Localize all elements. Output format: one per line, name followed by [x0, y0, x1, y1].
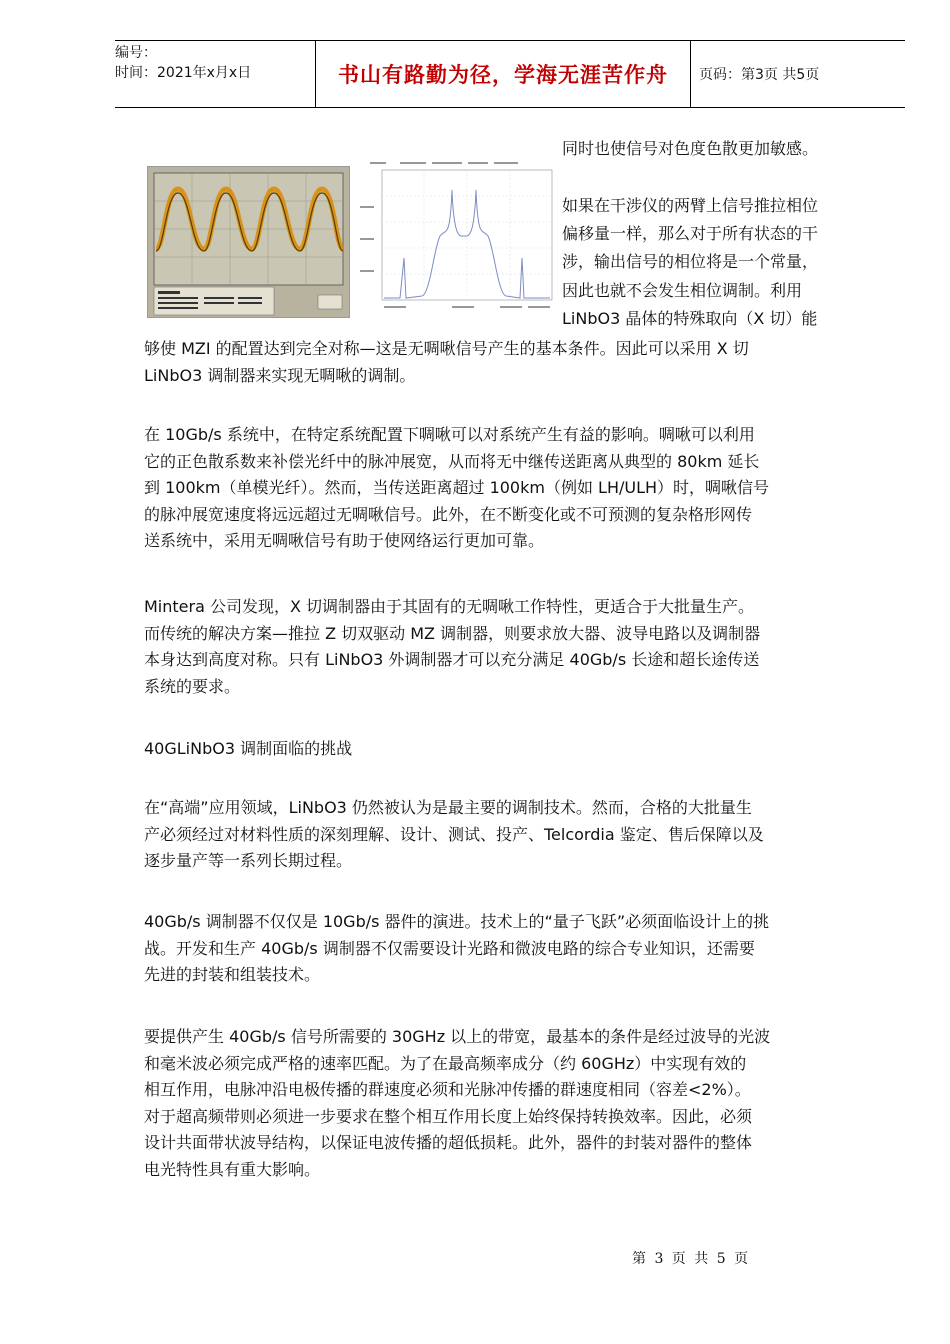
text-line: 电光特性具有重大影响。	[144, 1159, 321, 1179]
text-line: 产必须经过对材料性质的深刻理解、设计、测试、投产、Telcordia 鉴定、售后保障以及	[144, 824, 764, 844]
text-line: 的脉冲展宽速度将远远超过无啁啾信号。此外，在不断变化或不可预测的复杂格形网传	[144, 504, 753, 524]
text-line: Mintera 公司发现，X 切调制器由于其固有的无啁啾工作特性，更适合于大批量生产。	[144, 597, 755, 616]
text-line: 相互作用，电脉冲沿电极传播的群速度必须和光脉冲传播的群速度相同（容差<2%）。	[144, 1080, 751, 1099]
page-footer: 第 3 页 共 5 页	[632, 1251, 749, 1267]
heading-text: 40GLiNbO3 调制面临的挑战	[144, 739, 353, 758]
header-motto-cell	[315, 41, 691, 107]
oscilloscope-trace	[148, 167, 349, 317]
text-line: 够使 MZI 的配置达到完全对称—这是无啁啾信号产生的基本条件。因此可以采用 X 切	[144, 339, 749, 358]
text-line: 系统的要求。	[144, 676, 241, 696]
text-line: 40Gb/s 调制器不仅仅是 10Gb/s 器件的演进。技术上的“量子飞跃”必须面临设计上的挑	[144, 912, 770, 931]
text-line: 如果在干涉仪的两臂上信号推拉相位	[562, 196, 819, 215]
text-line: 在“高端”应用领域，LiNbO3 仍然被认为是最主要的调制技术。然而，合格的大批量生	[144, 798, 752, 817]
text-line: 战。开发和生产 40Gb/s 调制器不仅需要设计光路和微波电路的综合专业知识，还需要	[144, 938, 755, 958]
spectrum-trace	[360, 158, 556, 315]
header-page-cell	[689, 41, 905, 107]
page-header	[115, 40, 905, 108]
text-line: 先进的封装和组装技术。	[144, 965, 321, 984]
section-heading	[144, 736, 884, 763]
wrap-paragraph	[562, 192, 882, 333]
text-line: 要提供产生 40Gb/s 信号所需要的 30GHz 以上的带宽，最基本的条件是经过波导的光波	[144, 1027, 771, 1046]
text-line: 涉，输出信号的相位将是一个常量，	[562, 252, 819, 272]
header-meta	[115, 41, 315, 107]
text-line: 对于超高频带则必须进一步要求在整个相互作用长度上始终保持转换效率。因此，必须	[144, 1106, 753, 1126]
paragraph-40g	[144, 909, 884, 989]
text-line: 偏移量一样，那么对于所有状态的干	[562, 224, 819, 244]
serial-label: 编号：	[115, 45, 157, 61]
motto: 书山有路勤为径，学海无涯苦作舟	[338, 62, 668, 87]
text-line: 送系统中，采用无啁啾信号有助于使网络运行更加可靠。	[144, 531, 545, 550]
text-line: 同时也使信号对色度色散更加敏感。	[562, 139, 819, 158]
text-line: LiNbO3 调制器来实现无啁啾的调制。	[144, 365, 416, 385]
text-line: 到 100km（单模光纤）。然而，当传送距离超过 100km（例如 LH/ULH）时，啁啾信号	[144, 478, 770, 497]
text-line: 逐步量产等一系列长期过程。	[144, 851, 353, 870]
text-line: 而传统的解决方案—推拉 Z 切双驱动 MZ 调制器，则要求放大器、波导电路以及调制器	[144, 623, 761, 643]
time-label: 时间：2021年x月x日	[115, 65, 252, 81]
paragraph-high-end	[144, 795, 884, 875]
text-line: 在 10Gb/s 系统中，在特定系统配置下啁啾可以对系统产生有益的影响。啁啾可以利用	[144, 425, 755, 444]
spectrum-figure	[360, 158, 556, 315]
text-line: LiNbO3 晶体的特殊取向（X 切）能	[562, 308, 818, 328]
oscilloscope-figure	[147, 166, 350, 318]
text-line: 它的正色散系数来补偿光纤中的脉冲展宽，从而将无中继传送距离从典型的 80km 延长	[144, 451, 760, 471]
intro-line	[562, 136, 882, 163]
text-line: 因此也就不会发生相位调制。利用	[562, 280, 803, 300]
paragraph-mintera	[144, 594, 884, 700]
text-line: 本身达到高度对称。只有 LiNbO3 外调制器才可以充分满足 40Gb/s 长途和超长途传送	[144, 650, 760, 669]
page-label: 页码：第3页 共5页	[699, 67, 820, 83]
paragraph-1-continued	[144, 336, 884, 389]
text-line: 设计共面带状波导结构，以保证电波传播的超低损耗。此外，器件的封装对器件的整体	[144, 1133, 753, 1152]
paragraph-bandwidth	[144, 1024, 884, 1183]
paragraph-chirp	[144, 422, 884, 555]
text-line: 和毫米波必须完成严格的速率匹配。为了在最高频率成分（约 60GHz）中实现有效的	[144, 1053, 747, 1073]
